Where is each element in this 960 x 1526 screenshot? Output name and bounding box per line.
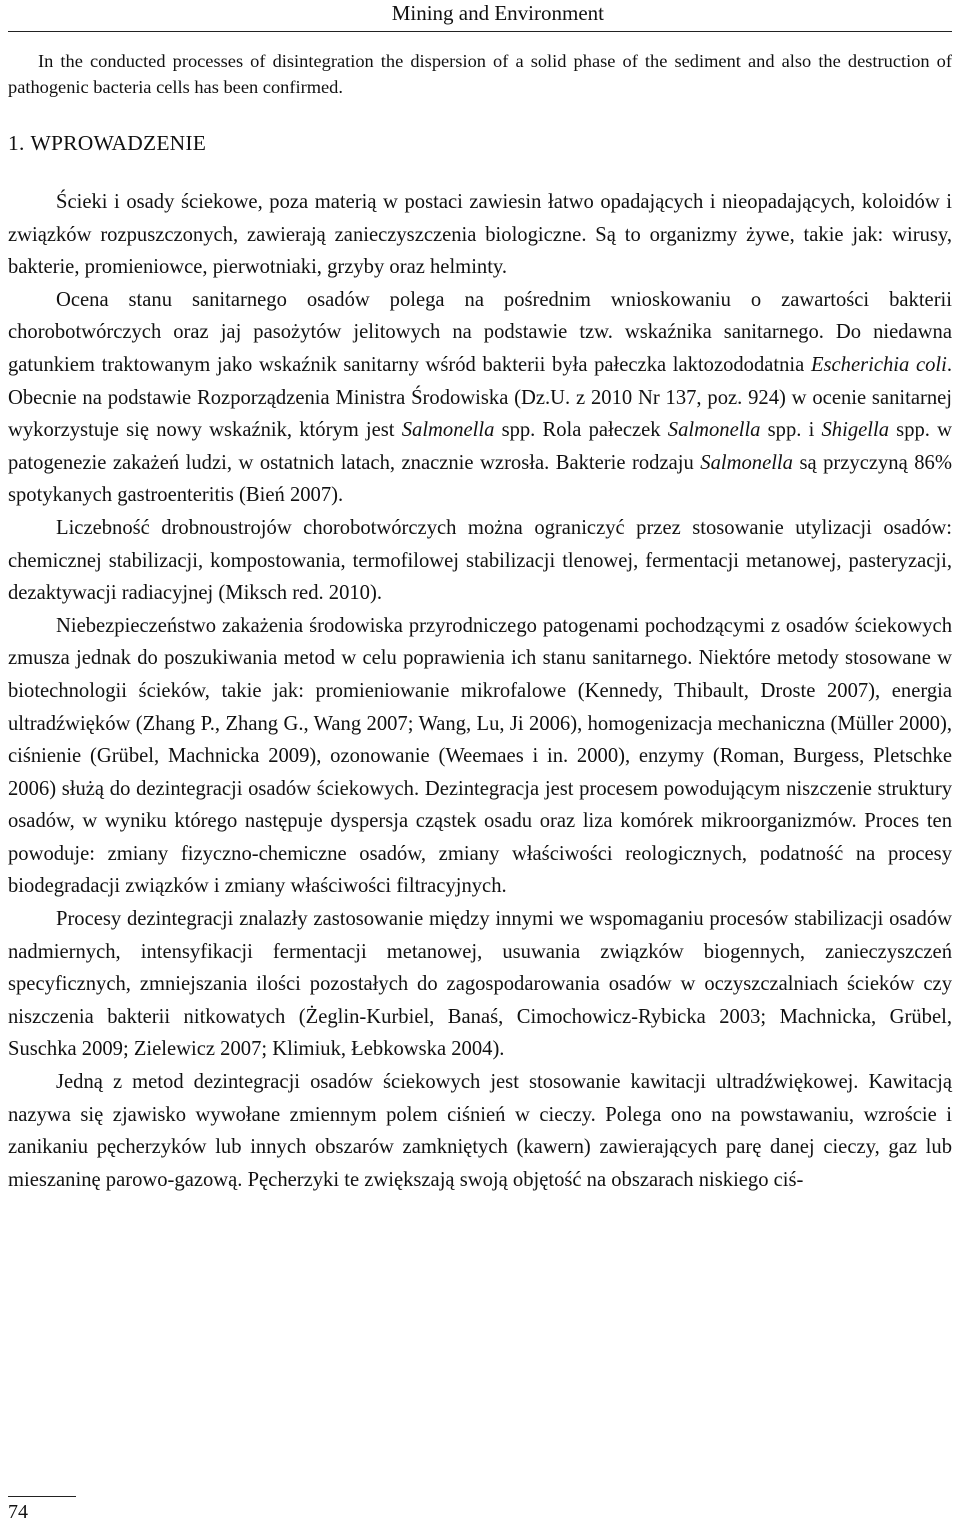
page-number: 74 <box>8 1501 28 1523</box>
paragraph-text: Procesy dezintegracji znalazły zastosowanie między innymi we wspomaganiu procesów stabilizacji osadów nadmiernych, intensyfikacji fermentacji metanowej, usuwania związków biogennych, zanieczyszczeń specyficznych, zmniejszania ilości pozostałych do zagospodarowania osadów w oczyszczalniach ścieków czy niszczenia bakterii nitkowatych (Żeglin-Kurbiel, Banaś, Cimochowicz-Rybicka 2003; Machnicka, Grübel, Suschka 2009; Zielewicz 2007; Klimiuk, Łebkowska 2004). <box>8 908 952 1061</box>
paragraph-text: Jedną z metod dezintegracji osadów ściekowych jest stosowanie kawitacji ultradźwiękowej. Kawitacją nazywa się zjawisko wywołane zmiennym polem ciśnień w cieczy. Polega ono na powstawaniu, wzroście i zanikaniu pęcherzyków lub innych obszarów zamkniętych (kawern) zawierających parę danej cieczy, gaz lub mieszaninę parowo-gazową. Pęcherzyki te zwiększają swoją objętość na obszarach niskiego ciś- <box>8 1071 952 1191</box>
paragraph-text: są przyczyną 86% spotykanych gastroenteritis (Bień 2007). <box>8 451 952 507</box>
paragraph-1 <box>8 186 952 284</box>
species-name: Escherichia coli <box>810 353 947 376</box>
paragraph-text: . Obecnie na podstawie Rozporządzenia Ministra Środowiska (Dz.U. z 2010 Nr 137, poz. 924) w ocenie sanitarnej wykorzystuje się nowy wskaźnik, którym jest <box>8 353 952 442</box>
paragraph-6 <box>8 1066 952 1196</box>
abstract <box>8 48 952 100</box>
footer-rule <box>8 1496 76 1497</box>
paragraph-4 <box>8 610 952 903</box>
journal-title: Mining and Environment <box>391 1 604 25</box>
paragraph-text: spp. w patogenezie zakażeń ludzi, w ostatnich latach, znacznie wzrosła. Bakterie rodzaju <box>8 419 952 474</box>
paragraph-text: spp. Rola pałeczek <box>494 419 668 442</box>
section-title: WPROWADZENIE <box>30 131 207 155</box>
running-header <box>8 0 952 32</box>
species-name: Salmonella <box>667 419 761 442</box>
paragraph-text: Ścieki i osady ściekowe, poza materią w postaci zawiesin łatwo opadających i nieopadających, koloidów i związków rozpuszczonych, zawierają zanieczyszczenia biologiczne. Są to organizmy żywe, takie jak: wirusy, bakterie, promieniowce, pierwotniaki, grzyby oraz helminty. <box>8 191 952 279</box>
paragraph-5 <box>8 903 952 1066</box>
species-name: Salmonella <box>700 451 793 474</box>
body-text <box>8 186 952 1196</box>
paragraph-text: spp. i <box>760 419 822 442</box>
species-name: Salmonella <box>401 419 495 442</box>
species-name: Shigella <box>821 419 889 442</box>
section-heading <box>8 131 206 156</box>
paragraph-text: Niebezpieczeństwo zakażenia środowiska przyrodniczego patogenami pochodzącymi z osadów ściekowych zmusza jednak do poszukiwania metod w celu poprawienia ich stanu sanitarnego. Niektóre metody stosowane w biotechnologii ścieków, takie jak: promieniowanie mikrofalowe (Kennedy, Thibault, Droste 2007), energia ultradźwięków (Zhang P., Zhang G., Wang 2007; Wang, Lu, Ji 2006), homogenizacja mechaniczna (Müller 2000), ciśnienie (Grübel, Machnicka 2009), ozonowanie (Weemaes i in. 2000), enzymy (Roman, Burgess, Pletschke 2006) służą do dezintegracji osadów ściekowych. Dezintegracja jest procesem powodującym niszczenie struktury osadów, w wyniku którego następuje dyspersja cząstek osadu oraz liza komórek mikroorganizmów. Proces ten powoduje: zmiany fizyczno-chemiczne osadów, zmiany właściwości reologicznych, podatność na procesy biodegradacji związków i zmiany właściwości filtracyjnych. <box>8 614 952 898</box>
section-number: 1. <box>8 131 25 155</box>
paragraph-text: Ocena stanu sanitarnego osadów polega na pośrednim wnioskowaniu o zawartości bakterii chorobotwórczych oraz jaj pasożytów jelitowych na podstawie tzw. wskaźnika sanitarnego. Do niedawna gatunkiem traktowanym jako wskaźnik sanitarny wśród bakterii była pałeczka laktozododatnia <box>8 288 952 376</box>
paragraph-2 <box>8 284 952 512</box>
paragraph-text: Liczebność drobnoustrojów chorobotwórczych można ograniczyć przez stosowanie utylizacji osadów: chemicznej stabilizacji, kompostowania, termofilowej stabilizacji tlenowej, fermentacji metanowej, pasteryzacji, dezaktywacji radiacyjnej (Miksch red. 2010). <box>8 516 952 605</box>
paragraph-3 <box>8 512 952 610</box>
abstract-text: In the conducted processes of disintegration the dispersion of a solid phase of the sediment and also the destruction of pathogenic bacteria cells has been confirmed. <box>8 51 952 97</box>
